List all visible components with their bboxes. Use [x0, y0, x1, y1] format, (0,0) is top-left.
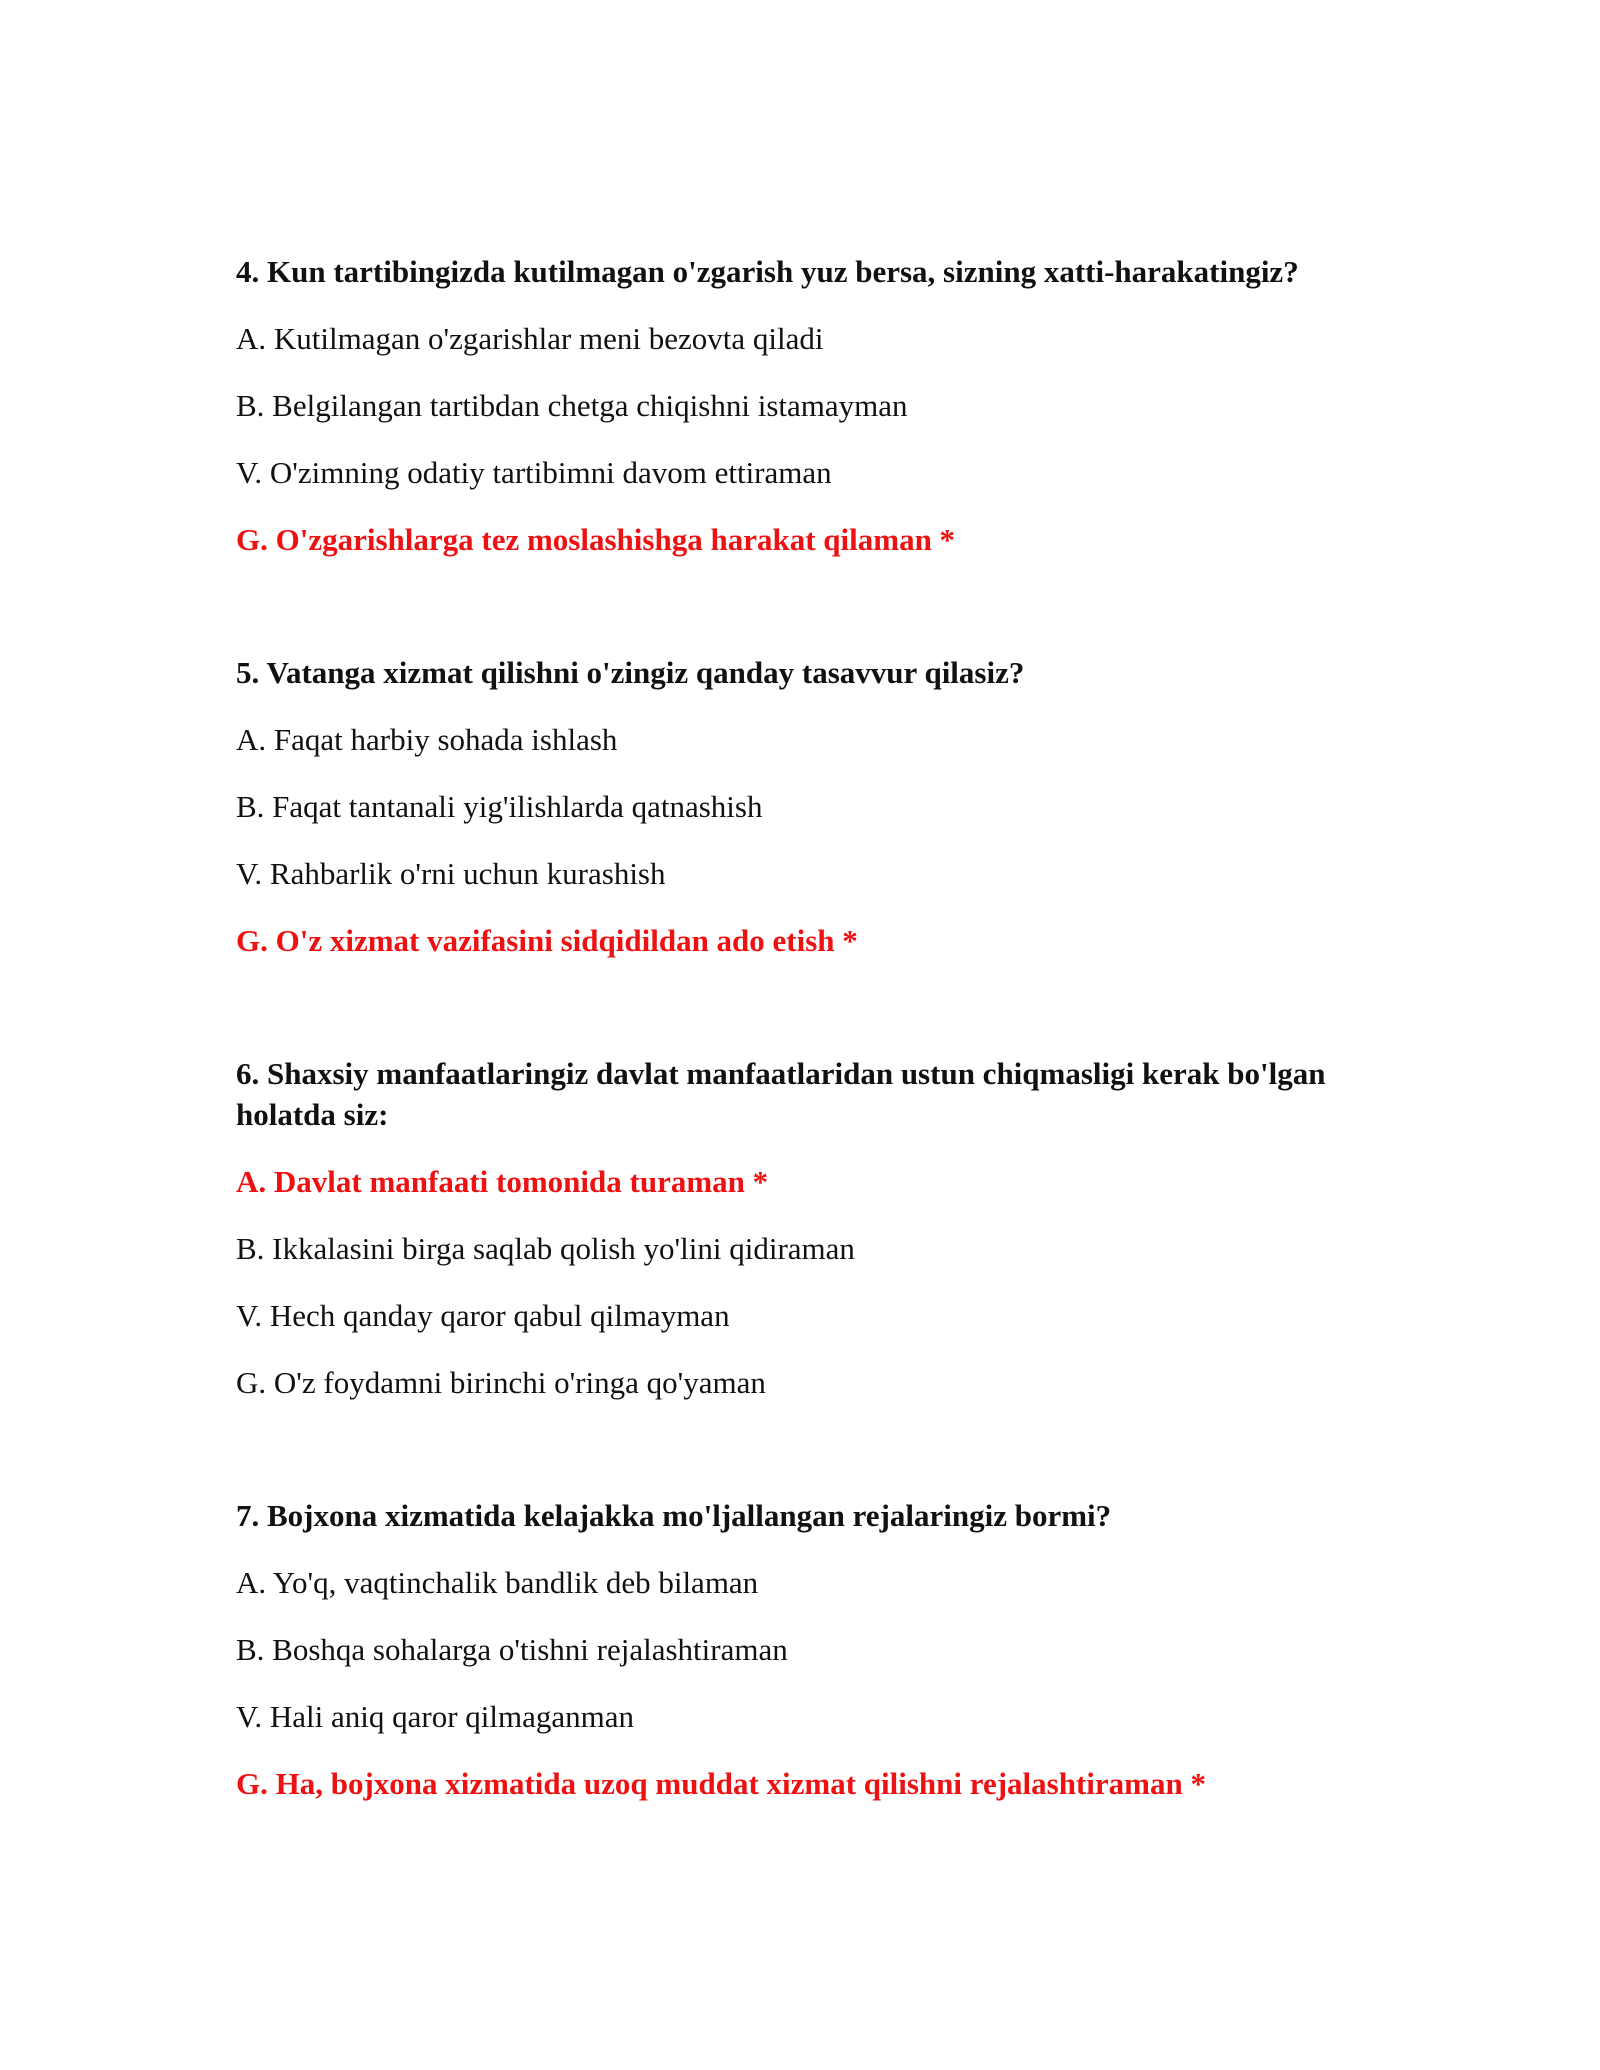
option-4-v: V. O'zimning odatiy tartibimni davom ettiraman: [236, 455, 832, 490]
option-5-a: A. Faqat harbiy sohada ishlash: [236, 722, 618, 757]
option-4-g-correct: G. O'zgarishlarga tez moslashishga harakat qilaman *: [236, 522, 956, 557]
option-7-b: B. Boshqa sohalarga o'tishni rejalashtiraman: [236, 1632, 788, 1667]
option-5-b: B. Faqat tantanali yig'ilishlarda qatnashish: [236, 789, 763, 824]
question-4: 4. Kun tartibingizda kutilmagan o'zgarish yuz bersa, sizning xatti-harakatingiz?: [236, 254, 1299, 289]
option-7-a: A. Yo'q, vaqtinchalik bandlik deb bilaman: [236, 1565, 759, 1600]
question-7: 7. Bojxona xizmatida kelajakka mo'ljallangan rejalaringiz bormi?: [236, 1498, 1112, 1533]
question-block-5: [236, 652, 1370, 961]
option-5-v: V. Rahbarlik o'rni uchun kurashish: [236, 856, 666, 891]
option-4-a: A. Kutilmagan o'zgarishlar meni bezovta qiladi: [236, 321, 824, 356]
option-6-a-correct: A. Davlat manfaati tomonida turaman *: [236, 1164, 769, 1199]
question-block-6: [236, 1053, 1370, 1403]
question-6: 6. Shaxsiy manfaatlaringiz davlat manfaatlaridan ustun chiqmasligi kerak bo'lgan holatda siz:: [236, 1056, 1326, 1132]
option-4-b: B. Belgilangan tartibdan chetga chiqishni istamayman: [236, 388, 908, 423]
option-6-v: V. Hech qanday qaror qabul qilmayman: [236, 1298, 730, 1333]
option-6-b: B. Ikkalasini birga saqlab qolish yo'lini qidiraman: [236, 1231, 855, 1266]
question-block-7: [236, 1495, 1370, 1804]
option-7-g-correct: G. Ha, bojxona xizmatida uzoq muddat xizmat qilishni rejalashtiraman *: [236, 1766, 1206, 1801]
option-5-g-correct: G. O'z xizmat vazifasini sidqidildan ado etish *: [236, 923, 858, 958]
question-block-4: [236, 251, 1370, 560]
option-6-g: G. O'z foydamni birinchi o'ringa qo'yaman: [236, 1365, 766, 1400]
question-5: 5. Vatanga xizmat qilishni o'zingiz qanday tasavvur qilasiz?: [236, 655, 1025, 690]
option-7-v: V. Hali aniq qaror qilmaganman: [236, 1699, 635, 1734]
